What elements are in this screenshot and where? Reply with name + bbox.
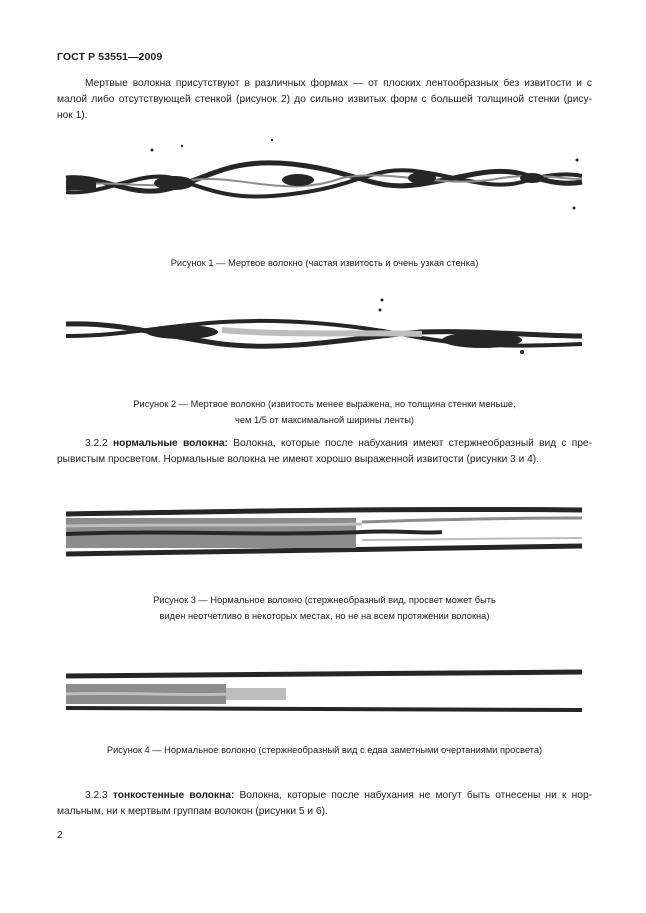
figure-1-caption — [57, 255, 592, 271]
section-3-2-2-definition: Волокна, которые после набухания имеют стержнеобразный вид с пре- — [233, 438, 592, 449]
figure-2-caption — [57, 396, 592, 428]
figure-4-image — [62, 664, 586, 722]
section-3-2-2-term: нормальные волокна: — [112, 438, 228, 449]
figure-3-image — [62, 500, 586, 572]
page-number: 2 — [57, 829, 63, 841]
section-3-2-3-number: 3.2.3 — [85, 790, 108, 801]
figure-1-image — [62, 130, 586, 220]
intro-line-1: Мертвые волокна присутствуют в различных формах — от плоских лентообразных без извитости и с — [85, 78, 592, 89]
figure-2-caption-line-1: Рисунок 2 — Мертвое волокно (извитость менее выражена, но толщина стенки меньше, — [133, 399, 516, 409]
section-3-2-3-line-1 — [57, 788, 592, 804]
figure-3-caption — [57, 592, 592, 624]
intro-line-3: нок 1). — [57, 110, 88, 121]
section-3-2-2-number: 3.2.2 — [85, 438, 108, 449]
intro-paragraph — [57, 76, 592, 124]
figure-3-caption-line-2: виден неотчетливо в некоторых местах, но не на всем протяжении волокна) — [159, 611, 490, 621]
section-3-2-3-definition: Волокна, которые после набухания не могут быть отнесены ни к нор- — [239, 790, 592, 801]
section-3-2-3-line-2: мальным, ни к мертвым группам волокон (рисунки 5 и 6). — [57, 806, 328, 817]
section-3-2-3-term: тонкостенные волокна: — [112, 790, 235, 801]
section-3-2-2-line-2: рывистым просветом. Нормальные волокна не имеют хорошо выраженной извитости (рисунки 3 и 4). — [57, 454, 539, 465]
figure-1-caption-line-1: Рисунок 1 — Мертвое волокно (частая извитость и очень узкая стенка) — [170, 258, 479, 268]
figure-2-image — [62, 296, 586, 376]
section-3-2-3 — [57, 788, 592, 820]
figure-4-caption-line-1: Рисунок 4 — Нормальное волокно (стержнеобразный вид с едва заметными очертаниями просвета) — [106, 745, 543, 755]
figure-4-caption — [57, 742, 592, 758]
section-3-2-2 — [57, 436, 592, 468]
figure-2-caption-line-2: чем 1/5 от максимальной ширины ленты) — [235, 415, 414, 425]
intro-line-2: малой либо отсутствующей стенкой (рисунок 2) до сильно извитых форм с большей толщиной стенки (рису- — [57, 94, 592, 105]
section-3-2-2-line-1 — [57, 436, 592, 452]
figure-3-caption-line-1: Рисунок 3 — Нормальное волокно (стержнеобразный вид, просвет может быть — [153, 595, 496, 605]
document-header: ГОСТ Р 53551—2009 — [57, 51, 163, 63]
